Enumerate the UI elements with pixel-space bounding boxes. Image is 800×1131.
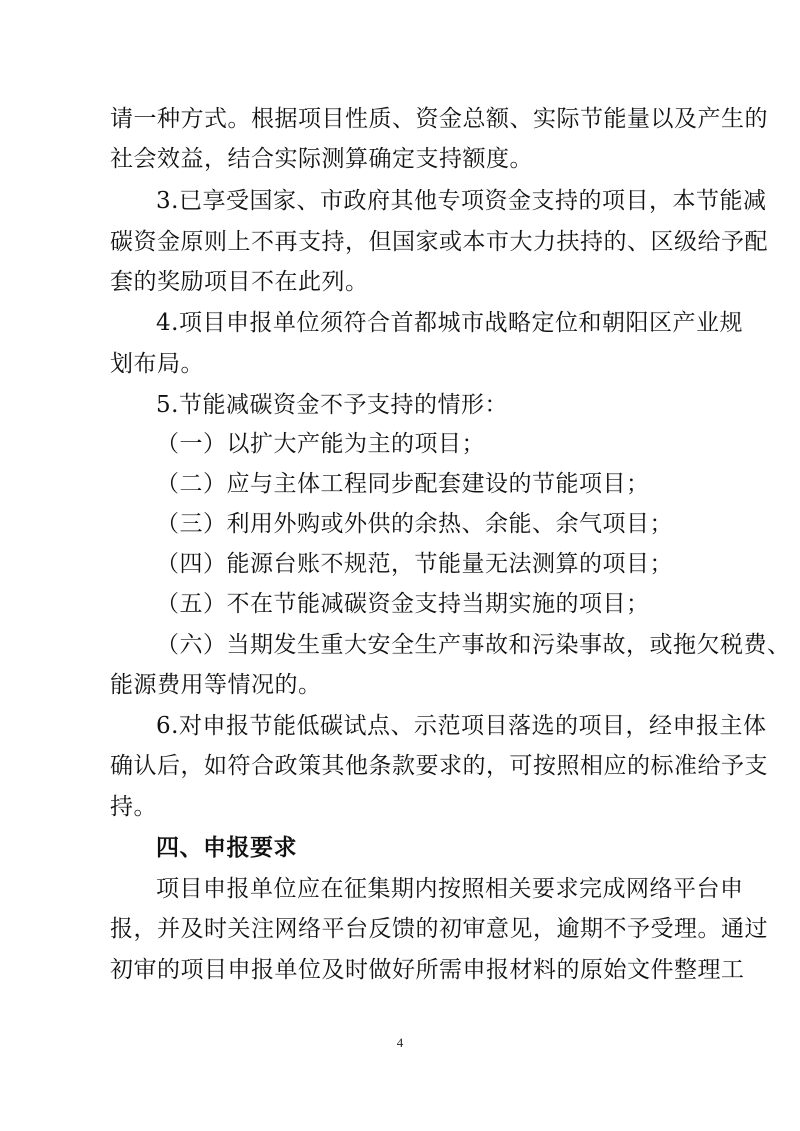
- paragraph-line: 报，并及时关注网络平台反馈的初审意见，逾期不予受理。通过: [110, 916, 768, 942]
- paragraph-line: 确认后，如符合政策其他条款要求的，可按照相应的标准给予支: [110, 753, 768, 779]
- paragraph-line: 社会效益，结合实际测算确定支持额度。: [110, 146, 533, 172]
- paragraph-line: 划布局。: [110, 351, 204, 377]
- paragraph-line: 项目申报单位应在征集期内按照相关要求完成网络平台申: [156, 876, 744, 902]
- list-item: （二）应与主体工程同步配套建设的节能项目；: [156, 471, 650, 497]
- paragraph-line: 6.对申报节能低碳试点、示范项目落选的项目，经申报主体: [156, 713, 767, 739]
- list-item: （五）不在节能减碳资金支持当期实施的项目；: [156, 591, 650, 617]
- paragraph-line: 套的奖励项目不在此列。: [110, 269, 369, 295]
- paragraph-line: 初审的项目申报单位及时做好所需申报材料的原始文件整理工: [110, 957, 745, 983]
- paragraph-line: 碳资金原则上不再支持，但国家或本市大力扶持的、区级给予配: [110, 229, 768, 255]
- paragraph-line: 5.节能减碳资金不予支持的情形：: [156, 392, 508, 418]
- page-number: 4: [396, 1035, 404, 1050]
- list-item: （四）能源台账不规范，节能量无法测算的项目；: [156, 551, 673, 577]
- paragraph-line: 请一种方式。根据项目性质、资金总额、实际节能量以及产生的: [110, 106, 768, 132]
- list-item: （一）以扩大产能为主的项目；: [156, 431, 485, 457]
- paragraph-line: 持。: [110, 794, 157, 820]
- list-item: （三）利用外购或外供的余热、余能、余气项目；: [156, 511, 673, 537]
- section-heading: 四、申报要求: [156, 835, 297, 861]
- paragraph-line: 4.项目申报单位须符合首都城市战略定位和朝阳区产业规: [156, 310, 743, 336]
- paragraph-line: 能源费用等情况的。: [110, 672, 322, 698]
- list-item: （六）当期发生重大安全生产事故和污染事故，或拖欠税费、: [156, 632, 791, 658]
- paragraph-line: 3.已享受国家、市政府其他专项资金支持的项目，本节能减: [156, 188, 767, 214]
